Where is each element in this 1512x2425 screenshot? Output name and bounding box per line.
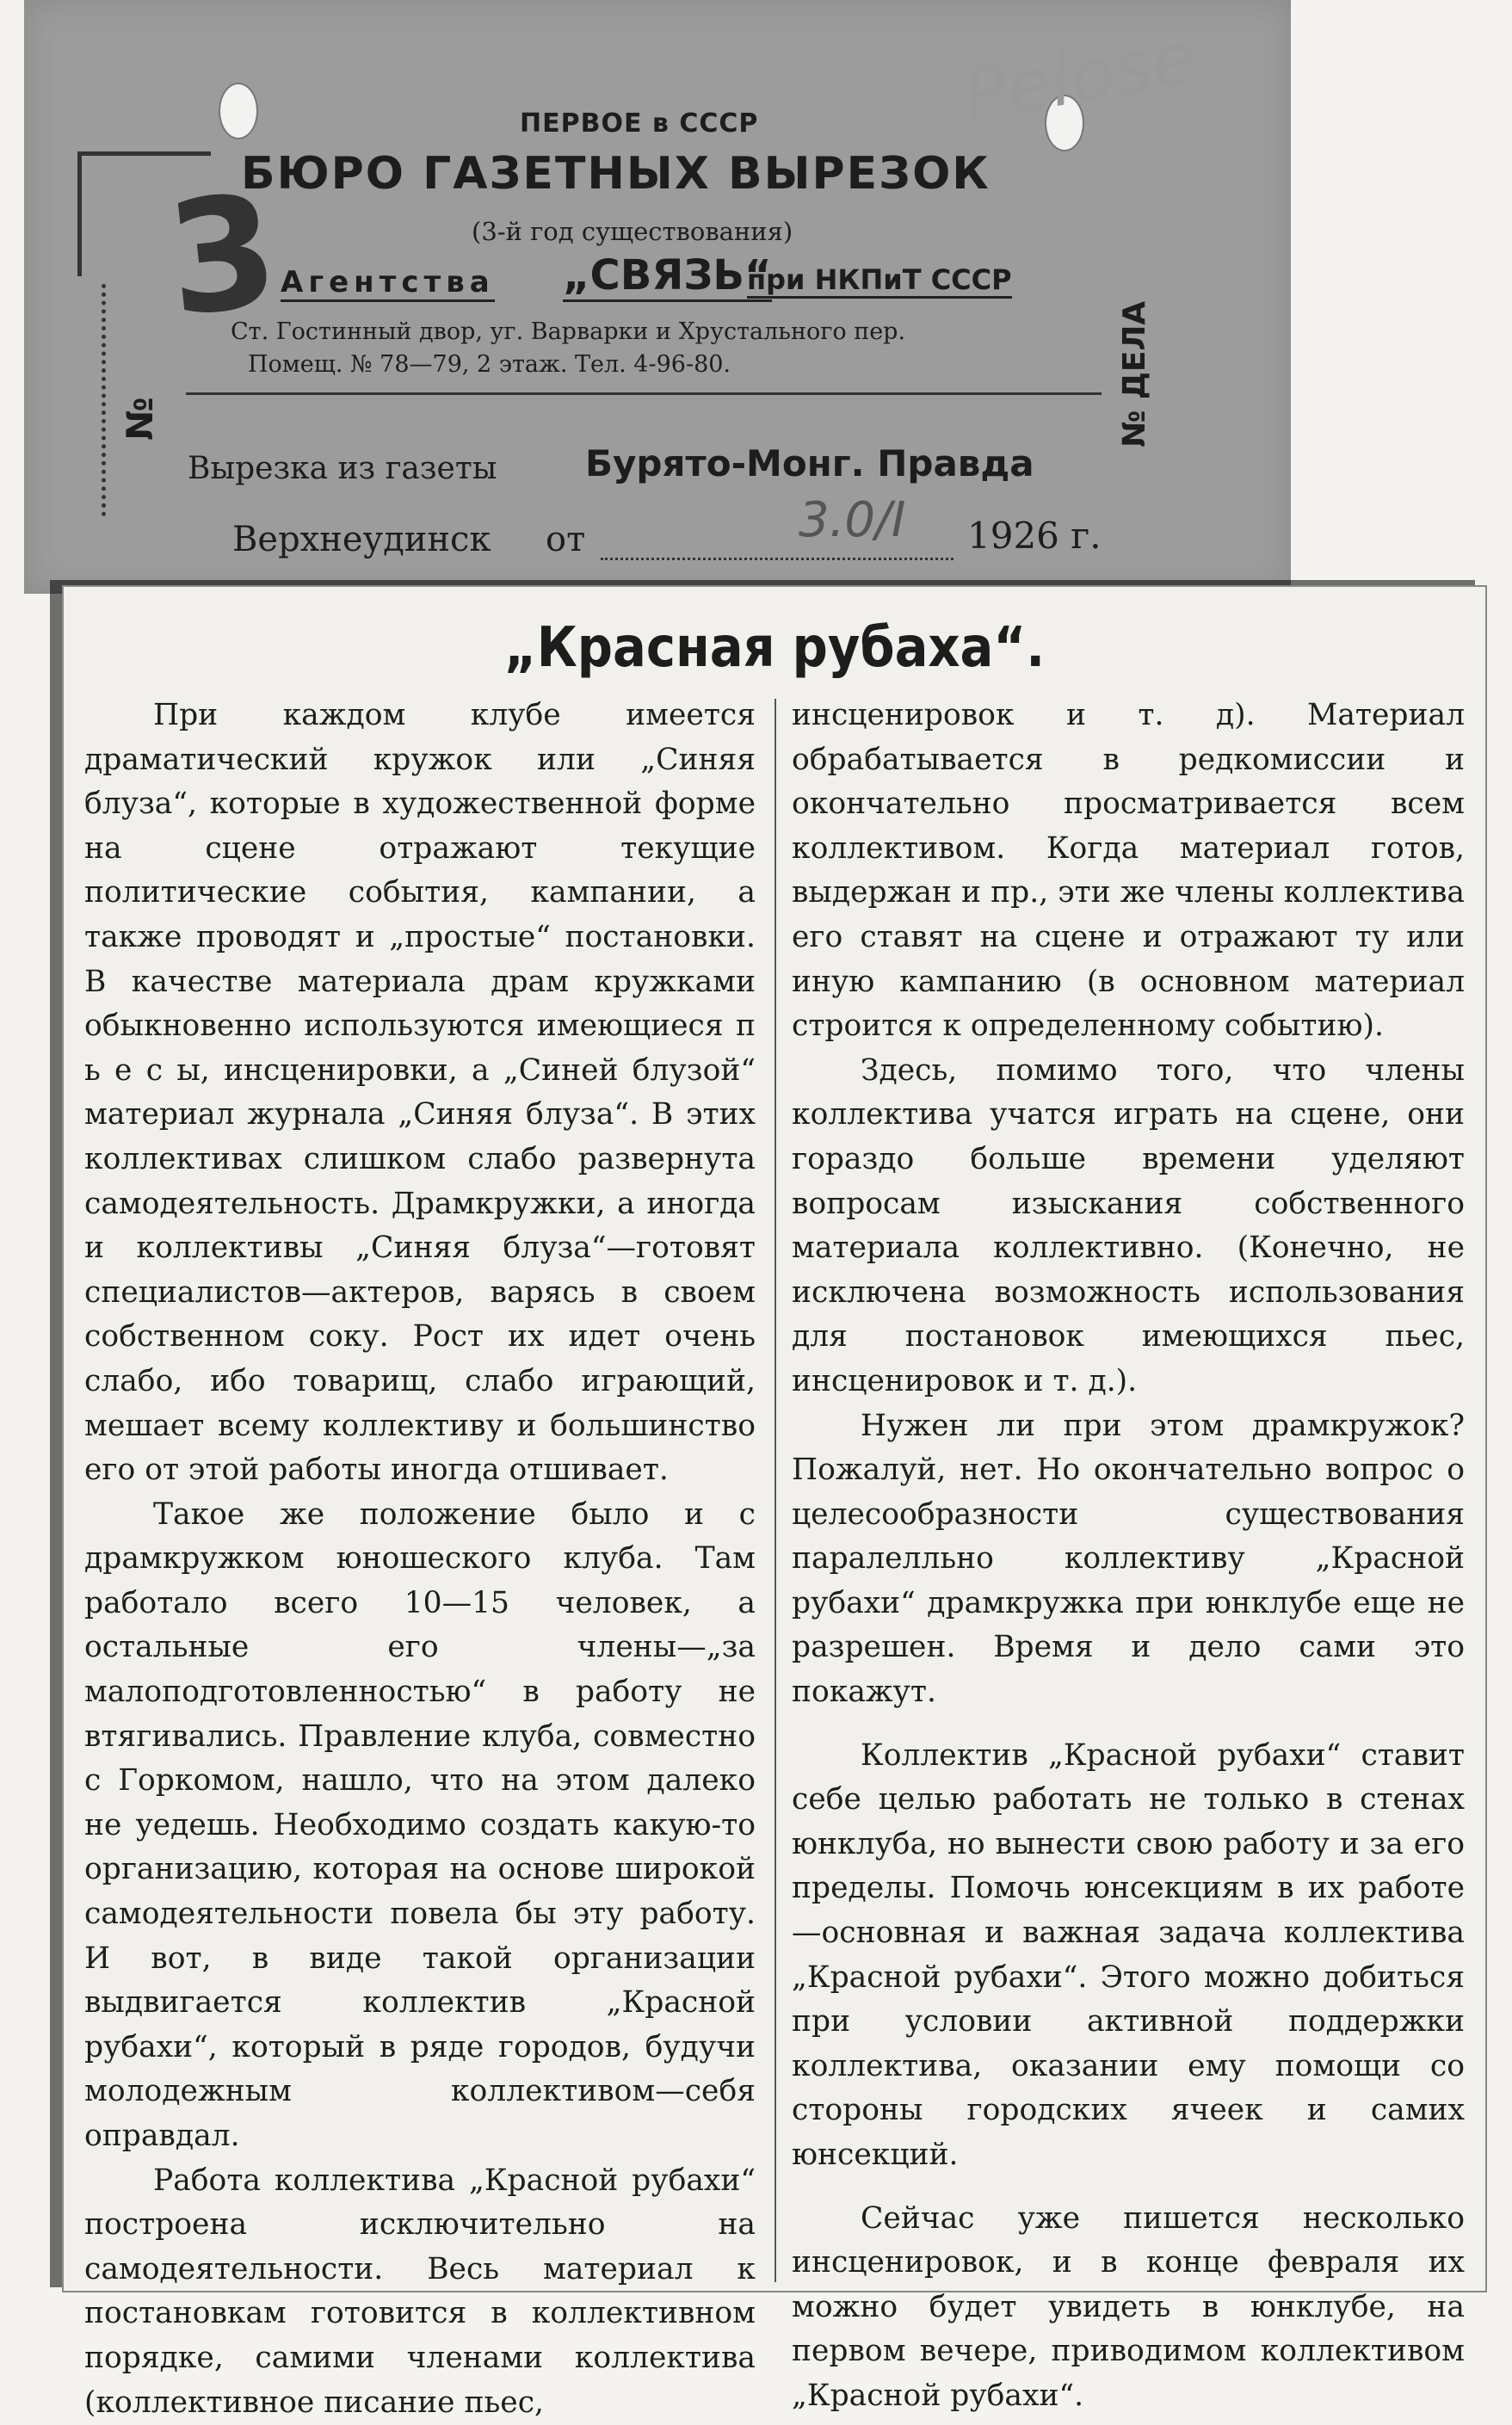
column-divider	[775, 699, 776, 2282]
paragraph: инсценировок и т. д). Материал обрабатывается в редкомиссии и окончательно просматривается всем коллективом. Когда материал готов, выдержан и пр., эти же члены коллектива его ставят на сцене и отражают ту или иную кампанию (в основном материал строится к определенному событию).	[792, 698, 1465, 1044]
clipping-bureau-card	[24, 0, 1291, 594]
handwritten-date: 3.0/I	[799, 492, 906, 548]
clipping-join	[792, 2178, 1465, 2197]
newspaper-clipping	[62, 585, 1487, 2420]
year: 1926 г.	[967, 515, 1102, 557]
card-divider	[186, 392, 1102, 395]
paragraph: Такое же положение было и с драмкружком юношеского клуба. Там работало всего 10—15 человек, а остальные его члены—„за малоподготовленностью“ в работу не втягивались. Правление клуба, совместно с Горкомом, нашло, что на этом далеко не уедешь. Необходимо создать какую-то организацию, которая на основе широкой самодеятельности повела бы эту работу. И вот, в виде такой организации выдвигается коллектив „Красной рубахи“, который в ряде городов, будучи молодежным коллективом—себя оправдал.	[84, 1496, 756, 2153]
dotted-margin-line	[102, 284, 114, 516]
date-dotted-line	[601, 558, 953, 560]
city: Верхнеудинск	[232, 520, 491, 559]
paragraph: Работа коллектива „Красной рубахи“ построена исключительно на самодеятельности. Весь материал к постановкам готовится в коллективном порядке, самими членами коллектива (коллективное писание пьес,	[84, 2163, 756, 2420]
paragraph: Нужен ли при этом драмкружок? Пожалуй, нет. Но окончательно вопрос о целесообразности существования паралелльно коллективу „Красной рубахи“ драмкружка при юнклубе еще не разрешен. Время и дело сами это покажут.	[792, 1408, 1465, 1710]
right-column	[792, 694, 1465, 2419]
left-column	[84, 694, 756, 2425]
article-title: „Красная рубаха“.	[503, 616, 1046, 680]
paragraph: Здесь, помимо того, что члены коллектива учатся играть на сцене, они гораздо больше времени уделяют вопросам изыскания собственного материала коллективно. (Конечно, не исключена возможность использования для постановок имеющихся пьес, инсценировок и т. д.).	[792, 1052, 1465, 1398]
agency-under: при НКПиТ СССР	[747, 263, 1012, 299]
year-of-existence: (3-й год существования)	[472, 217, 793, 246]
agency-name: „СВЯЗЬ“	[563, 251, 772, 302]
newspaper-name: Бурято-Монг. Правда	[585, 442, 1034, 484]
bureau-title: БЮРО ГАЗЕТНЫХ ВЫРЕЗОК	[241, 148, 991, 200]
paragraph: При каждом клубе имеется драматический кружок или „Синяя блуза“, которые в художественной форме на сцене отражают текущие политические события, кампании, а также проводят и „простые“ постановки. В качестве материала драм кружками обыкновенно используются имеющиеся п ь е с ы, инсценировки, а „Синей блузой“ материал журнала „Синяя блуза“. В этих коллективах слишком слабо развернута самодеятельность. Драмкружки, а иногда и коллективы „Синяя блуза“—готовят специалистов—актеров, варясь в своем собственном соку. Рост их идет очень слабо, ибо товарищ, слабо играющий, мешает всему коллективу и большинство его от этой работы иногда отшивает.	[84, 698, 756, 1488]
punch-hole-left	[219, 83, 258, 139]
case-label: № ДЕЛА	[1117, 300, 1152, 447]
address-line-2: Помещ. № 78—79, 2 этаж. Тел. 4-96-80.	[248, 351, 731, 378]
stamp-number: 3	[159, 161, 286, 351]
number-mark: №	[119, 397, 161, 441]
clipping-label: Вырезка из газеты	[188, 451, 497, 486]
from-label: от	[546, 520, 586, 559]
address-line-1: Ст. Гостинный двор, уг. Варварки и Хрустального пер.	[231, 318, 906, 345]
paragraph: Коллектив „Красной рубахи“ ставит себе целью работать не только в стенах юнклуба, но вынести свою работу и за его пределы. Помочь юнсекциям в их работе—основная и важная задача коллектива „Красной рубахи“. Этого можно добиться при условии активной поддержки коллектива, оказании ему помощи со стороны городских ячеек и самих юнсекций.	[792, 1737, 1465, 2172]
clipping-join	[792, 1715, 1465, 1734]
paragraph: Сейчас уже пишется несколько инсценировок, и в конце февраля их можно будет увидеть в юнклубе, на первом вечере, приводимом коллективом „Красной рубахи“.	[792, 2200, 1465, 2413]
agency-label: Агентства	[281, 265, 495, 302]
pencil-note: Pelose	[956, 15, 1202, 139]
first-in-ussr: ПЕРВОЕ в СССР	[520, 108, 759, 139]
